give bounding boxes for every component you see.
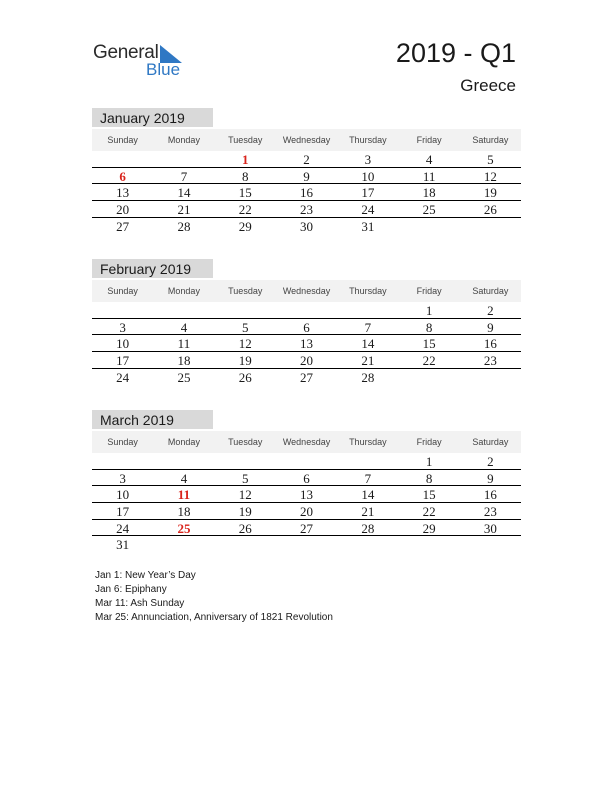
month-grid	[92, 431, 521, 553]
day-cell: 13	[276, 486, 337, 503]
day-cell: 16	[460, 486, 521, 503]
day-cell: 12	[215, 335, 276, 352]
day-cell: 19	[215, 352, 276, 369]
logo-text-general: General	[93, 42, 159, 63]
day-cell: 18	[153, 503, 214, 520]
day-cell: 18	[153, 352, 214, 369]
holiday-note: Mar 11: Ash Sunday	[95, 598, 185, 609]
day-cell: 2	[276, 151, 337, 168]
day-cell: 15	[398, 486, 459, 503]
day-cell: 2	[460, 302, 521, 319]
day-cell: 21	[337, 503, 398, 520]
day-cell: 6	[92, 168, 153, 185]
day-cell: 13	[92, 184, 153, 201]
weekday-header: Wednesday	[276, 129, 337, 151]
holiday-note: Jan 1: New Year’s Day	[95, 570, 196, 581]
month-title: February 2019	[92, 259, 213, 278]
day-cell: 11	[153, 335, 214, 352]
day-cell: 5	[215, 319, 276, 336]
day-cell: 3	[337, 151, 398, 168]
day-cell: 2	[460, 453, 521, 470]
day-cell: 4	[153, 470, 214, 487]
day-cell: 27	[276, 520, 337, 537]
weekday-header: Sunday	[92, 129, 153, 151]
day-cell: 30	[460, 520, 521, 537]
day-cell	[337, 302, 398, 319]
day-cell: 5	[215, 470, 276, 487]
day-cell: 18	[398, 184, 459, 201]
day-cell: 29	[398, 520, 459, 537]
weekday-header: Friday	[398, 431, 459, 453]
day-cell: 19	[460, 184, 521, 201]
day-cell: 15	[215, 184, 276, 201]
day-cell: 16	[276, 184, 337, 201]
day-cell	[215, 302, 276, 319]
country-name: Greece	[460, 76, 516, 95]
day-cell	[398, 536, 459, 553]
day-cell: 3	[92, 470, 153, 487]
day-cell	[153, 453, 214, 470]
day-cell: 19	[215, 503, 276, 520]
day-cell: 3	[92, 319, 153, 336]
weekday-header: Sunday	[92, 280, 153, 302]
day-cell	[337, 453, 398, 470]
day-cell: 24	[92, 520, 153, 537]
day-cell: 28	[337, 520, 398, 537]
day-cell: 25	[153, 520, 214, 537]
day-cell: 15	[398, 335, 459, 352]
weekday-header: Saturday	[460, 280, 521, 302]
weekday-header: Monday	[153, 431, 214, 453]
weekday-header: Monday	[153, 129, 214, 151]
day-cell: 20	[276, 352, 337, 369]
weekday-header: Thursday	[337, 129, 398, 151]
day-cell: 8	[398, 470, 459, 487]
weekday-header: Tuesday	[215, 129, 276, 151]
day-cell: 8	[215, 168, 276, 185]
logo-text-blue: Blue	[146, 60, 181, 79]
day-cell: 9	[276, 168, 337, 185]
day-cell: 24	[116, 369, 130, 385]
day-cell: 6	[276, 319, 337, 336]
day-cell: 16	[460, 335, 521, 352]
day-cell: 28	[361, 369, 375, 385]
day-cell: 28	[177, 218, 191, 234]
day-cell: 22	[215, 201, 276, 218]
day-cell	[460, 536, 521, 553]
day-cell: 11	[153, 486, 214, 503]
day-cell: 1	[398, 302, 459, 319]
day-cell: 6	[276, 470, 337, 487]
page-title: 2019 - Q1	[395, 38, 516, 68]
day-cell: 12	[460, 168, 521, 185]
day-cell: 23	[276, 201, 337, 218]
weekday-header: Saturday	[460, 431, 521, 453]
weekday-header: Sunday	[92, 431, 153, 453]
day-cell: 7	[153, 168, 214, 185]
day-cell: 1	[215, 151, 276, 168]
holiday-notes	[95, 569, 333, 625]
day-cell: 13	[276, 335, 337, 352]
day-cell: 7	[337, 319, 398, 336]
day-cell: 4	[398, 151, 459, 168]
day-cell: 11	[398, 168, 459, 185]
month-january	[92, 108, 521, 234]
day-cell: 4	[153, 319, 214, 336]
day-cell: 1	[398, 453, 459, 470]
day-cell: 17	[92, 352, 153, 369]
day-cell	[398, 218, 459, 235]
day-cell: 14	[337, 486, 398, 503]
weekday-header: Tuesday	[215, 431, 276, 453]
month-title: March 2019	[92, 410, 213, 429]
logo	[93, 40, 193, 80]
weekday-header: Tuesday	[215, 280, 276, 302]
day-cell: 23	[460, 503, 521, 520]
day-cell	[153, 536, 214, 553]
day-cell	[337, 536, 398, 553]
day-cell	[92, 453, 153, 470]
day-cell	[460, 218, 521, 235]
month-grid	[92, 280, 521, 385]
day-cell: 25	[398, 201, 459, 218]
weekday-header: Wednesday	[276, 280, 337, 302]
day-cell: 17	[92, 503, 153, 520]
day-cell: 31	[361, 218, 375, 234]
day-cell: 9	[460, 470, 521, 487]
day-cell: 30	[300, 218, 314, 234]
day-cell: 21	[337, 352, 398, 369]
day-cell	[276, 536, 337, 553]
day-cell: 31	[116, 537, 130, 553]
weekday-header: Friday	[398, 280, 459, 302]
day-cell: 29	[238, 218, 252, 234]
day-cell: 14	[153, 184, 214, 201]
day-cell: 27	[116, 218, 130, 234]
day-cell: 24	[337, 201, 398, 218]
day-cell: 5	[460, 151, 521, 168]
month-title: January 2019	[92, 108, 213, 127]
day-cell: 20	[92, 201, 153, 218]
day-cell: 26	[460, 201, 521, 218]
day-cell	[92, 151, 153, 168]
day-cell: 21	[153, 201, 214, 218]
day-cell	[215, 453, 276, 470]
day-cell	[276, 453, 337, 470]
day-cell: 26	[215, 520, 276, 537]
month-grid	[92, 129, 521, 234]
day-cell	[398, 369, 459, 386]
weekday-header: Thursday	[337, 280, 398, 302]
day-cell	[153, 302, 214, 319]
day-cell: 7	[337, 470, 398, 487]
day-cell: 8	[398, 319, 459, 336]
day-cell	[460, 369, 521, 386]
day-cell	[153, 151, 214, 168]
day-cell: 10	[337, 168, 398, 185]
weekday-header: Friday	[398, 129, 459, 151]
day-cell: 12	[215, 486, 276, 503]
day-cell: 14	[337, 335, 398, 352]
day-cell	[276, 302, 337, 319]
day-cell: 26	[238, 369, 252, 385]
day-cell: 20	[276, 503, 337, 520]
month-march	[92, 410, 521, 553]
weekday-header: Wednesday	[276, 431, 337, 453]
day-cell: 27	[300, 369, 314, 385]
day-cell: 9	[460, 319, 521, 336]
month-february	[92, 259, 521, 385]
day-cell: 23	[460, 352, 521, 369]
day-cell: 22	[398, 503, 459, 520]
weekday-header: Saturday	[460, 129, 521, 151]
day-cell: 25	[177, 369, 191, 385]
day-cell	[92, 302, 153, 319]
holiday-note: Jan 6: Epiphany	[95, 584, 167, 595]
holiday-note: Mar 25: Annunciation, Anniversary of 1821 Revolution	[95, 612, 333, 623]
day-cell: 10	[92, 335, 153, 352]
weekday-header: Monday	[153, 280, 214, 302]
weekday-header: Thursday	[337, 431, 398, 453]
day-cell: 17	[337, 184, 398, 201]
day-cell: 22	[398, 352, 459, 369]
day-cell: 10	[92, 486, 153, 503]
day-cell	[215, 536, 276, 553]
